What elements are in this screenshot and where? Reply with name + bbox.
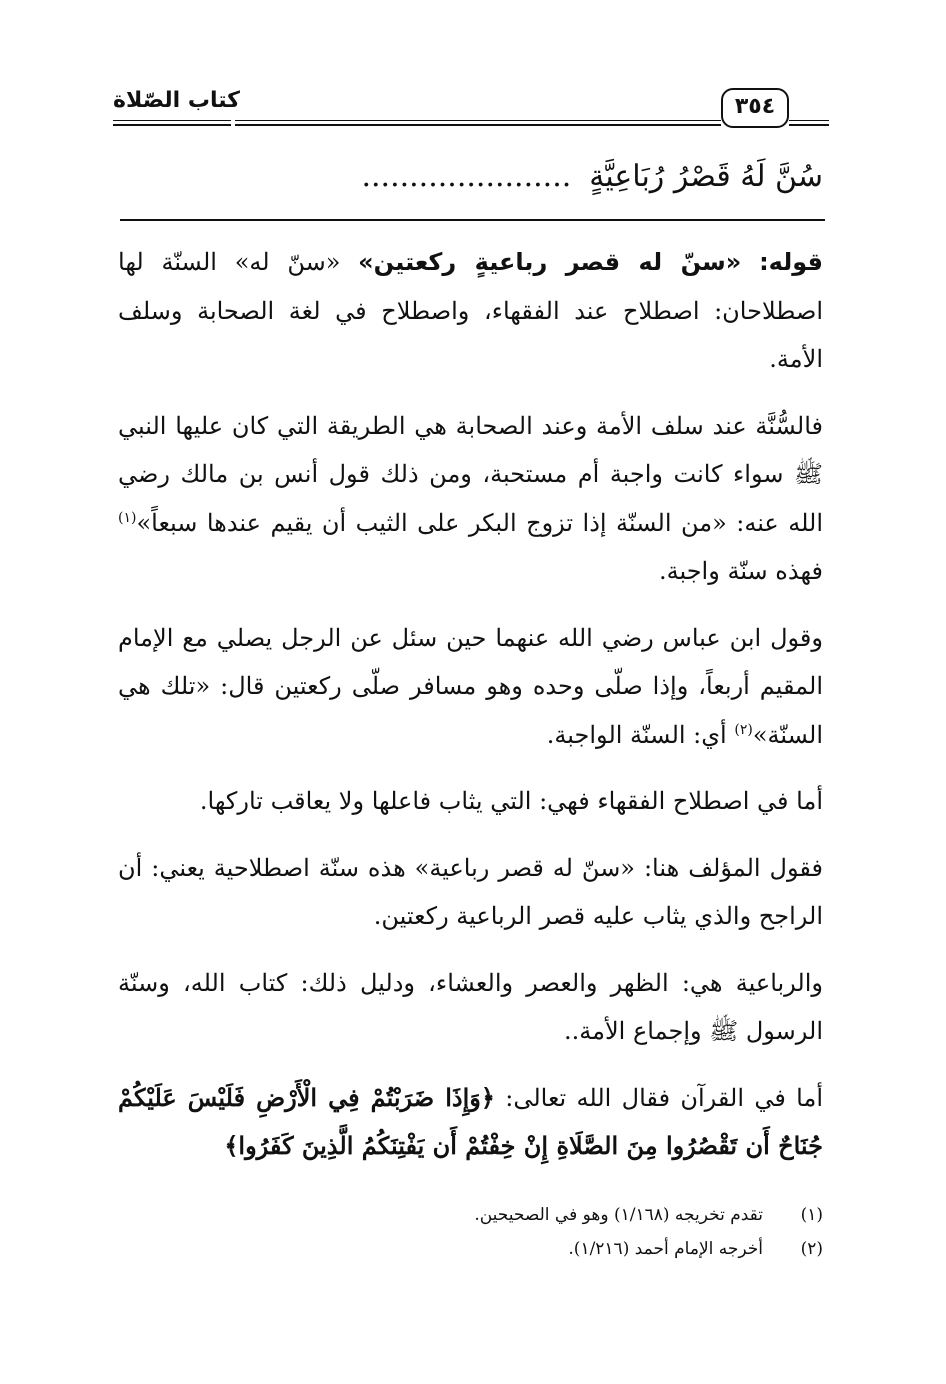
- paragraph-1: [118, 238, 823, 384]
- footnote-number: (١): [800, 1205, 823, 1225]
- lead-word: قوله:: [759, 248, 823, 276]
- paragraph-text: أما في القرآن فقال الله تعالى:: [494, 1083, 824, 1112]
- footnote-2: [118, 1232, 823, 1266]
- paragraph-text: أما في اصطلاح الفقهاء فهي: التي يثاب فاعلها ولا يعاقب تاركها.: [199, 787, 823, 815]
- paragraph-text: فهذه سنّة واجبة.: [658, 557, 823, 585]
- paragraph-4: [118, 777, 823, 826]
- commentary-body: [118, 238, 823, 1171]
- footnote-1: [118, 1198, 823, 1232]
- paragraph-5: [118, 844, 823, 941]
- book-title: كتاب الصّلاة: [113, 88, 240, 113]
- quran-verse: ﴿وَإِذَا ضَرَبْتُمْ فِي الْأَرْضِ فَلَيْسَ عَلَيْكُمْ جُنَاحٌ أَن تَقْصُرُوا مِنَ الصَّلَاةِ إِنْ خِفْتُمْ أَن يَفْتِنَكُمُ الَّذِينَ كَفَرُوا﴾: [118, 1082, 823, 1160]
- running-head: [113, 82, 829, 132]
- header-rule-middle-bottom: [235, 124, 721, 126]
- matn-separator-rule: [120, 219, 825, 221]
- paragraph-2: [118, 402, 823, 596]
- matn-line: [123, 152, 823, 202]
- paragraph-text: وقول ابن عباس رضي الله عنهما حين سئل عن الرجل يصلي مع الإمام المقيم أربعاً، وإذا صلّى وحده وهو مسافر صلّى ركعتين قال: «تلك هي السنّة»: [118, 623, 823, 749]
- footnote-ref-2[interactable]: (٢): [734, 721, 753, 738]
- paragraph-text: «سنّ له» السنّة لها اصطلاحان: اصطلاح عند الفقهاء، واصطلاح في لغة الصحابة وسلف الأمة.: [118, 248, 823, 373]
- paragraph-text: فالسُّنَّة عند سلف الأمة وعند الصحابة هي الطريقة التي كان عليها النبي ﷺ سواء كانت واجبة أم مستحبة، ومن ذلك قول أنس بن مالك رضي الله عنه: «من السنّة إذا تزوج البكر على الثيب أن يقيم عندها سبعاً»: [118, 411, 823, 537]
- header-rule-right-bottom: [789, 124, 829, 126]
- matn-quote: «سنّ له قصر رباعيةٍ ركعتين»: [358, 248, 742, 276]
- footnote-text: تقدم تخريجه (١/١٦٨) وهو في الصحيحين.: [474, 1205, 763, 1225]
- header-rule-right-top: [789, 120, 829, 121]
- footnote-text: أخرجه الإمام أحمد (١/٢١٦).: [568, 1239, 763, 1259]
- header-rule-left-top: [113, 120, 231, 121]
- matn-text: سُنَّ لَهُ قَصْرُ رُبَاعِيَّةٍ: [589, 159, 823, 194]
- paragraph-7: [118, 1074, 823, 1171]
- header-rule-left-bottom: [113, 124, 231, 126]
- footnotes: [118, 1198, 823, 1266]
- footnote-ref-1[interactable]: (١): [118, 509, 137, 526]
- matn-dots: ......................: [361, 159, 572, 194]
- paragraph-text: والرباعية هي: الظهر والعصر والعشاء، ودليل ذلك: كتاب الله، وسنّة الرسول ﷺ وإجماع الأمة..: [118, 968, 823, 1045]
- paragraph-6: [118, 959, 823, 1056]
- page-number: ٣٥٤: [721, 88, 789, 128]
- paragraph-text: أي: السنّة الواجبة.: [546, 720, 735, 749]
- paragraph-3: [118, 614, 823, 760]
- header-rule-middle-top: [235, 120, 721, 121]
- footnote-number: (٢): [800, 1239, 823, 1259]
- paragraph-text: فقول المؤلف هنا: «سنّ له قصر رباعية» هذه سنّة اصطلاحية يعني: أن الراجح والذي يثاب عليه قصر الرباعية ركعتين.: [118, 853, 824, 930]
